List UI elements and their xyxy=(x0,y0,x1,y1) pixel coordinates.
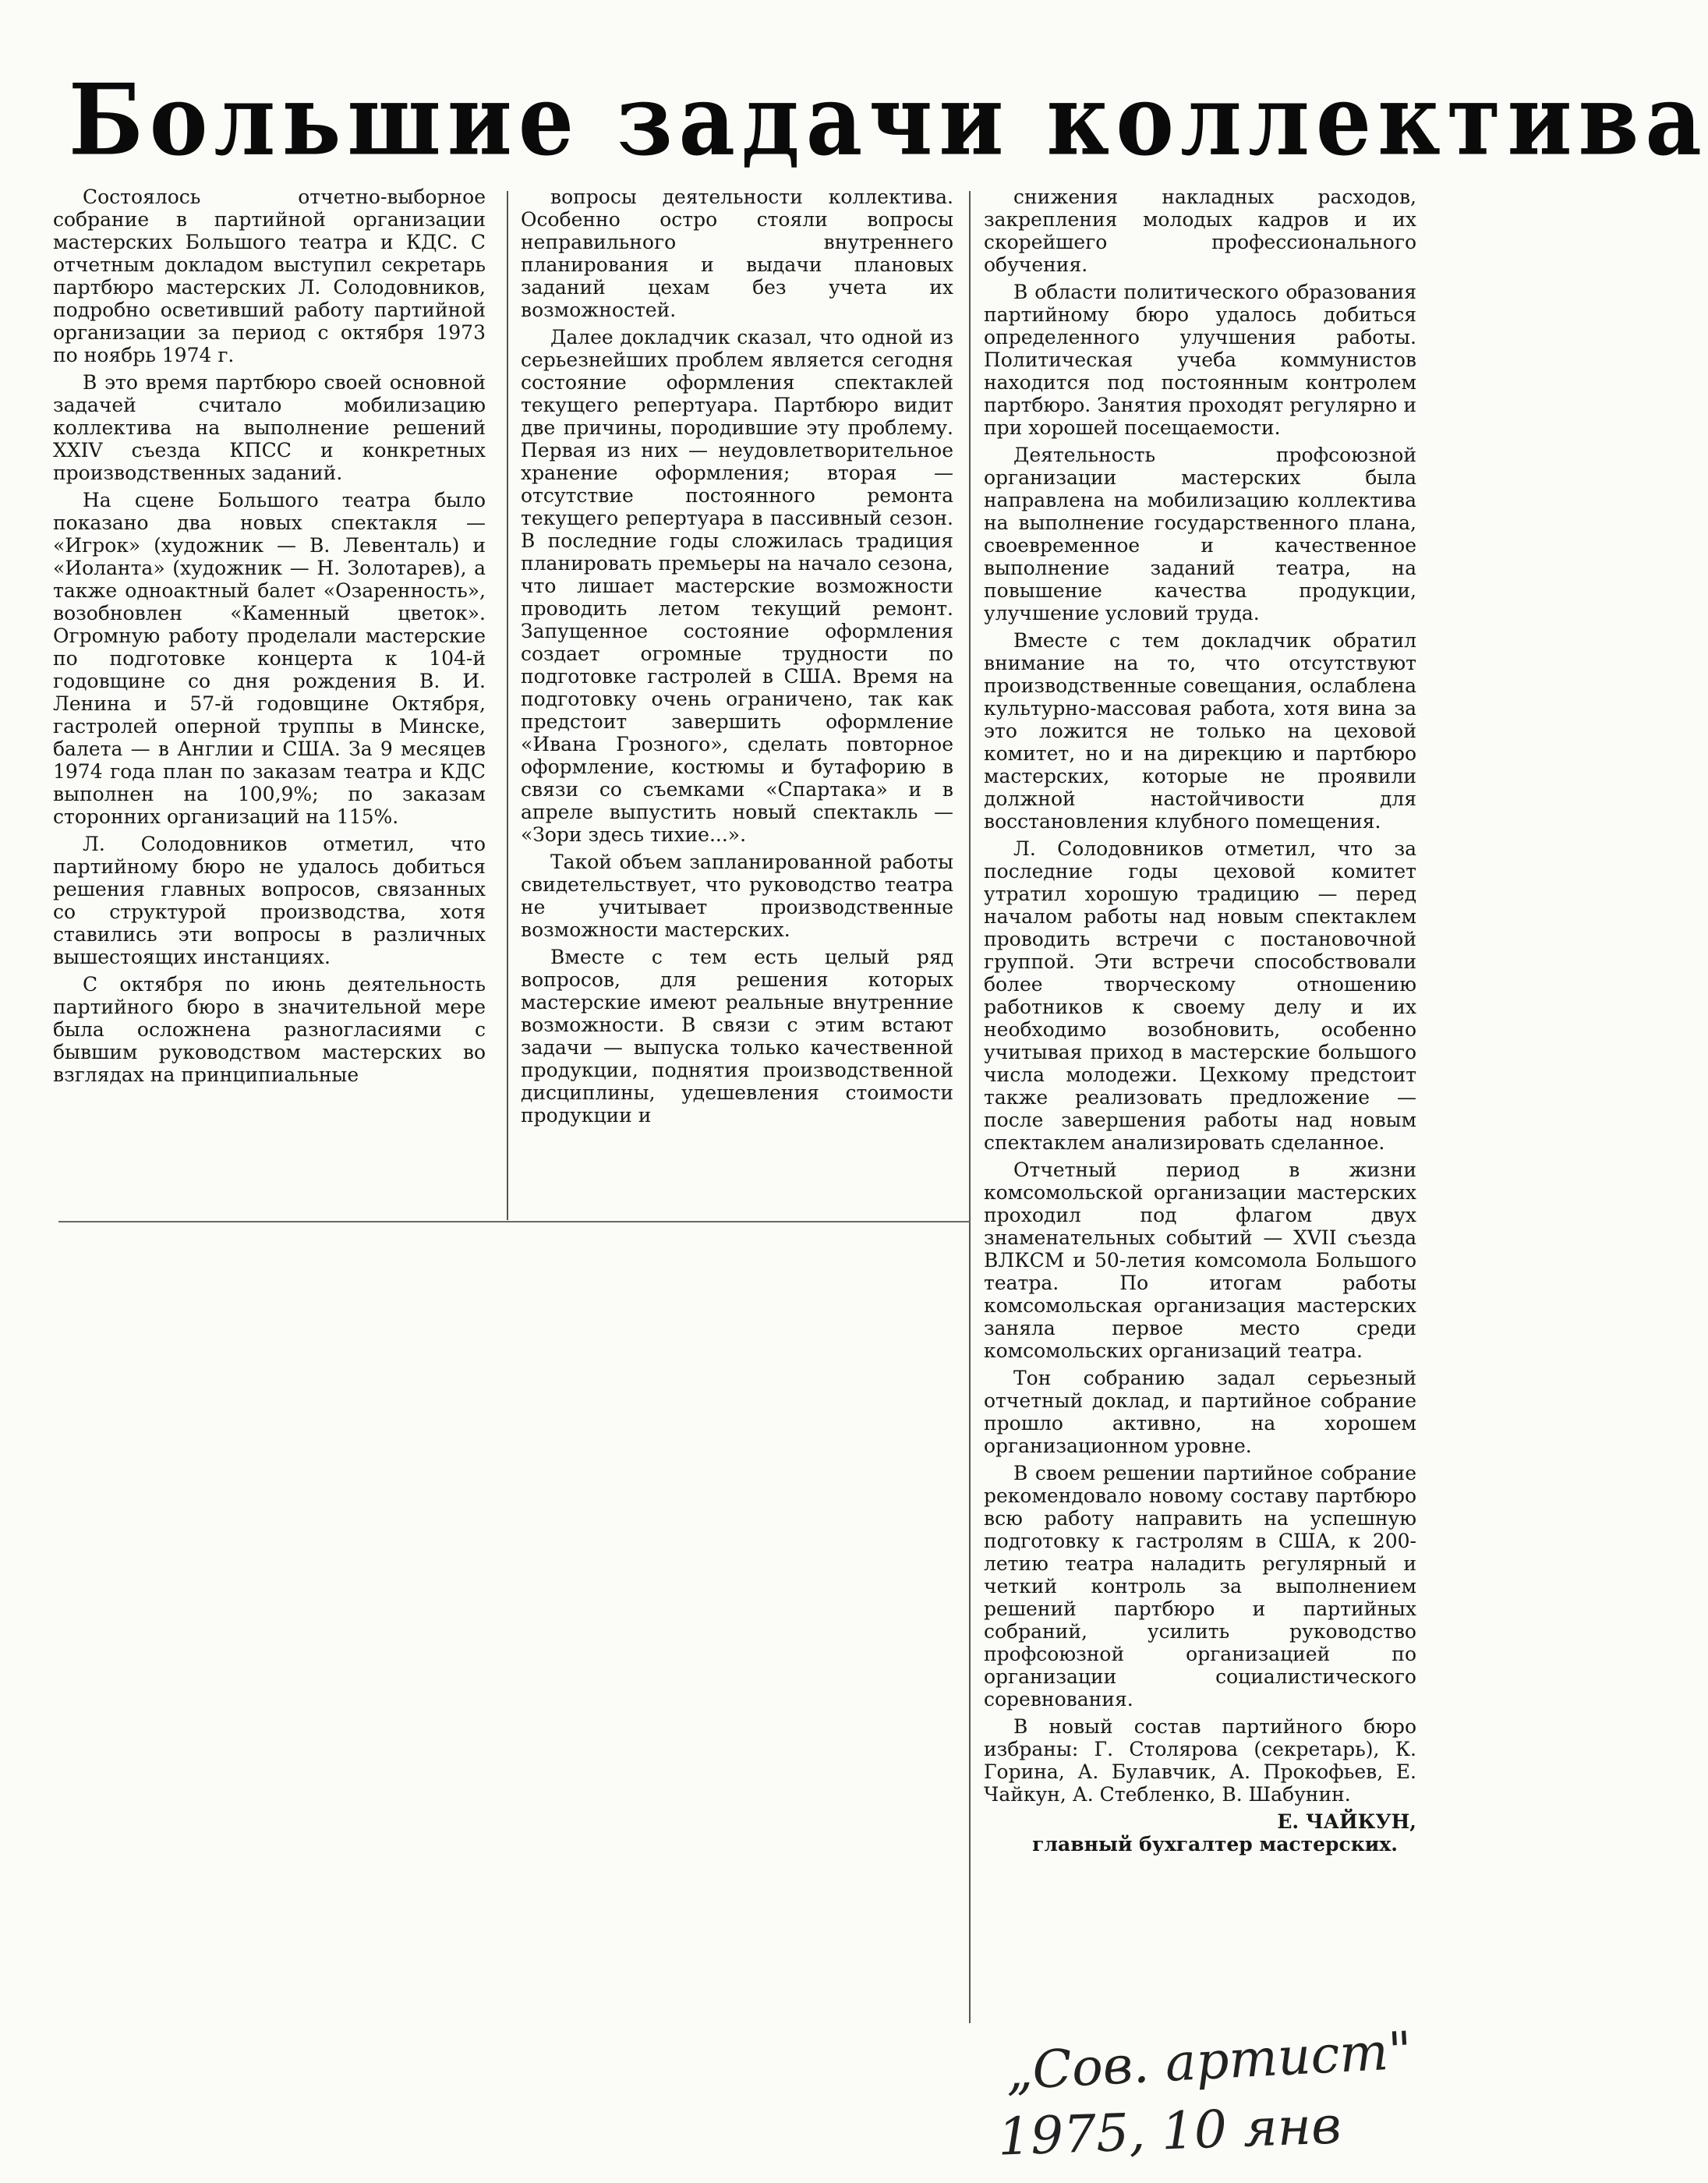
paragraph: Вместе с тем докладчик обратил внимание на то, что отсутствуют производственные совещания, ослаблена культурно-массовая работа, хотя вина за это ложится не только на цеховой комитет, но и на дирекцию и партбюро мастерских, которые не проявили должной настойчивости для восстановления клубного помещения. xyxy=(984,629,1416,833)
paragraph: Л. Солодовников отметил, что за последние годы цеховой комитет утратил хорошую традицию — перед началом работы над новым спектаклем проводить встречи с постановочной группой. Эти встречи способствовали более творческому отношению работников к своему делу и их необходимо возобновить, особенно учитывая приход в мастерские большого числа молодежи. Цехкому предстоит также реализовать предложение — после завершения работы над новым спектаклем анализировать сделанное. xyxy=(984,837,1416,1154)
paragraph: С октября по июнь деятельность партийного бюро в значительной мере была осложнена разногласиями с бывшим руководством мастерских во взглядах на принципиальные xyxy=(53,973,486,1086)
paragraph: Деятельность профсоюзной организации мастерских была направлена на мобилизацию коллектива на выполнение государственного плана, своевременное и качественное выполнение заданий театра, на повышение качества продукции, улучшение условий труда. xyxy=(984,444,1416,624)
column-rule-2 xyxy=(969,191,971,2023)
column-rule-1 xyxy=(507,191,508,1220)
author-signature: Е. ЧАЙКУН, xyxy=(1277,1810,1416,1833)
paragraph: Вместе с тем есть целый ряд вопросов, для решения которых мастерские имеют реальные внутренние возможности. В связи с этим встают задачи — выпуска только качественной продукции, поднятия производственной дисциплины, удешевления стоимости продукции и xyxy=(521,946,953,1127)
author-role: главный бухгалтер мастерских. xyxy=(1032,1833,1398,1856)
paragraph: В это время партбюро своей основной задачей считало мобилизацию коллектива на выполнение решений XXIV съезда КПСС и конкретных производственных заданий. xyxy=(53,371,486,484)
paragraph: снижения накладных расходов, закрепления молодых кадров и их скорейшего профессионального обучения. xyxy=(984,186,1416,276)
handwritten-date: 1975, 10 янв xyxy=(996,2095,1342,2167)
paragraph: В области политического образования партийному бюро удалось добиться определенного улучшения работы. Политическая учеба коммунистов находится под постоянным контролем партбюро. Занятия проходят регулярно и при хорошей посещаемости. xyxy=(984,281,1416,439)
paragraph: На сцене Большого театра было показано два новых спектакля — «Игрок» (художник — В. Левенталь) и «Иоланта» (художник — Н. Золотарев), а также одноактный балет «Озаренность», возобновлен «Каменный цветок». Огромную работу проделали мастерские по подготовке концерта к 104-й годовщине со дня рождения В. И. Ленина и 57-й годовщине Октября, гастролей оперной труппы в Минске, балета — в Англии и США. За 9 месяцев 1974 года план по заказам театра и КДС выполнен на 100,9%; по заказам сторонних организаций на 115%. xyxy=(53,489,486,828)
paragraph: Такой объем запланированной работы свидетельствует, что руководство театра не учитывает производственные возможности мастерских. xyxy=(521,851,953,941)
article-headline: Большие задачи коллектива xyxy=(69,62,1708,178)
handwritten-source-note xyxy=(996,2020,1414,2171)
paragraph: Тон собранию задал серьезный отчетный доклад, и партийное собрание прошло активно, на хорошем организационном уровне. xyxy=(984,1367,1416,1457)
paragraph: Далее докладчик сказал, что одной из серьезнейших проблем является сегодня состояние оформления спектаклей текущего репертуара. Партбюро видит две причины, породившие эту проблему. Первая из них — неудовлетворительное хранение оформления; вторая — отсутствие постоянного ремонта текущего репертуара в пассивный сезон. В последние годы сложилась традиция планировать премьеры на начало сезона, что лишает мастерские возможности проводить летом текущий ремонт. Запущенное состояние оформления создает огромные трудности по подготовке гастролей в США. Время на подготовку очень ограничено, так как предстоит завершить оформление «Ивана Грозного», сделать повторное оформление, костюмы и бутафорию в связи со съемками «Спартака» и в апреле выпустить новый спектакль — «Зори здесь тихие...». xyxy=(521,326,953,846)
bottom-rule xyxy=(58,1221,971,1222)
article-column-2 xyxy=(521,186,953,1131)
article-column-1 xyxy=(53,186,486,1091)
handwritten-source: „Сов. артист" xyxy=(1004,2020,1414,2102)
paragraph: Отчетный период в жизни комсомольской организации мастерских проходил под флагом двух знаменательных событий — XVII съезда ВЛКСМ и 50-летия комсомола Большого театра. По итогам работы комсомольская организация мастерских заняла первое место среди комсомольских организаций театра. xyxy=(984,1159,1416,1362)
paragraph: Л. Солодовников отметил, что партийному бюро не удалось добиться решения главных вопросов, связанных со структурой производства, хотя ставились эти вопросы в различных вышестоящих инстанциях. xyxy=(53,833,486,968)
article-column-3 xyxy=(984,186,1416,1860)
paragraph: вопросы деятельности коллектива. Особенно остро стояли вопросы неправильного внутреннего планирования и выдачи плановых заданий цехам без учета их возможностей. xyxy=(521,186,953,321)
paragraph: Состоялось отчетно-выборное собрание в партийной организации мастерских Большого театра и КДС. С отчетным докладом выступил секретарь партбюро мастерских Л. Солодовников, подробно осветивший работу партийной организации за период с октября 1973 по ноябрь 1974 г. xyxy=(53,186,486,366)
paragraph: В своем решении партийное собрание рекомендовало новому составу партбюро всю работу направить на успешную подготовку к гастролям в США, к 200-летию театра наладить регулярный и четкий контроль за выполнением решений партбюро и партийных собраний, усилить руководство профсоюзной организацией по организации социалистического соревнования. xyxy=(984,1462,1416,1711)
paragraph: В новый состав партийного бюро избраны: Г. Столярова (секретарь), К. Горина, А. Булавчик, А. Прокофьев, Е. Чайкун, А. Стебленко, В. Шабунин. xyxy=(984,1715,1416,1806)
